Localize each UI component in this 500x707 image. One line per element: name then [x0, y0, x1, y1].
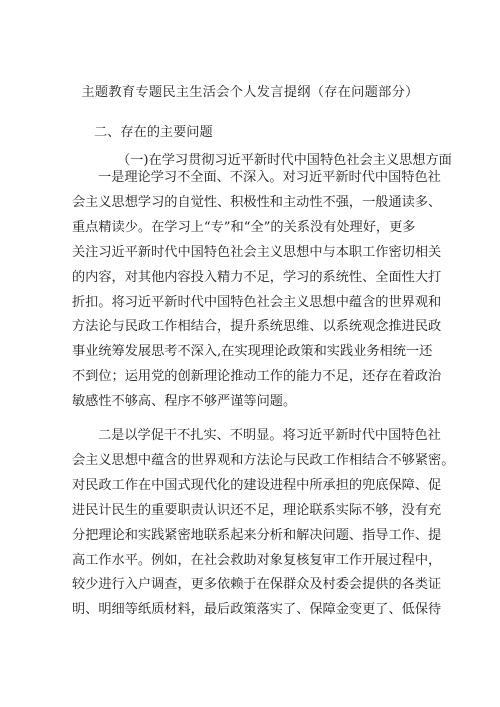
paragraph-line: 进民计民生的重要职责认识还不足，理论联系实际不够，没有充 — [72, 502, 442, 518]
subsection-heading: （一)在学习贯彻习近平新时代中国特色社会主义思想方面 — [117, 153, 452, 168]
paragraph-line: 重点精读少。在学习上“专”和“全”的关系没有处理好，更多 — [72, 219, 416, 235]
paragraph-line: 敏感性不够高、程序不够严谨等问题。 — [72, 394, 297, 410]
paragraph-line: 对民政工作在中国式现代化的建设进程中所承担的兜底保障、促 — [72, 477, 442, 493]
paragraph-practice — [72, 424, 455, 623]
paragraph-line: 一是理论学习不全面、不深入。对习近平新时代中国特色社 — [98, 170, 441, 185]
paragraph-line: 不到位；运用党的创新理论推动工作的能力不足，还存在着政治 — [72, 369, 442, 385]
paragraph-line: 方法论与民政工作相结合，提升系统思维、以系统观念推进民政 — [72, 319, 442, 335]
paragraph-line: 较少进行入户调查，更多依赖于在保群众及村委会提供的各类证 — [72, 577, 442, 593]
paragraph-line: 高工作水平。例如，在社会救助对象复核复审工作开展过程中， — [72, 552, 442, 568]
paragraph-line: 关注习近平新时代中国特色社会主义思想中与本职工作密切相关 — [72, 244, 442, 260]
paragraph-line: 明、明细等纸质材料，最后政策落实了、保障金变更了、低保待 — [72, 602, 442, 618]
paragraph-line: 二是以学促干不扎实、不明显。将习近平新时代中国特色社 — [98, 428, 441, 443]
paragraph-line: 的内容，对其他内容投入精力不足，学习的系统性、全面性大打 — [72, 269, 442, 285]
paragraph-line: 会主义思想学习的自觉性、积极性和主动性不强，一般通读多、 — [72, 194, 442, 210]
paragraph-line: 分把理论和实践紧密地联系起来分析和解决问题、指导工作、提 — [72, 527, 442, 543]
document-title: 主题教育专题民主生活会个人发言提纲（存在问题部分） — [81, 85, 419, 100]
paragraph-line: 会主义思想中蕴含的世界观和方法论与民政工作相结合不够紧密。 — [72, 452, 455, 468]
paragraph-theory-study — [72, 166, 440, 415]
paragraph-line: 事业统筹发展思考不深入,在实现理论政策和实践业务相统一还 — [72, 344, 433, 360]
paragraph-line: 折扣。将习近平新时代中国特色社会主义思想中蕴含的世界观和 — [72, 294, 442, 310]
section-heading: 二、存在的主要问题 — [94, 125, 213, 140]
